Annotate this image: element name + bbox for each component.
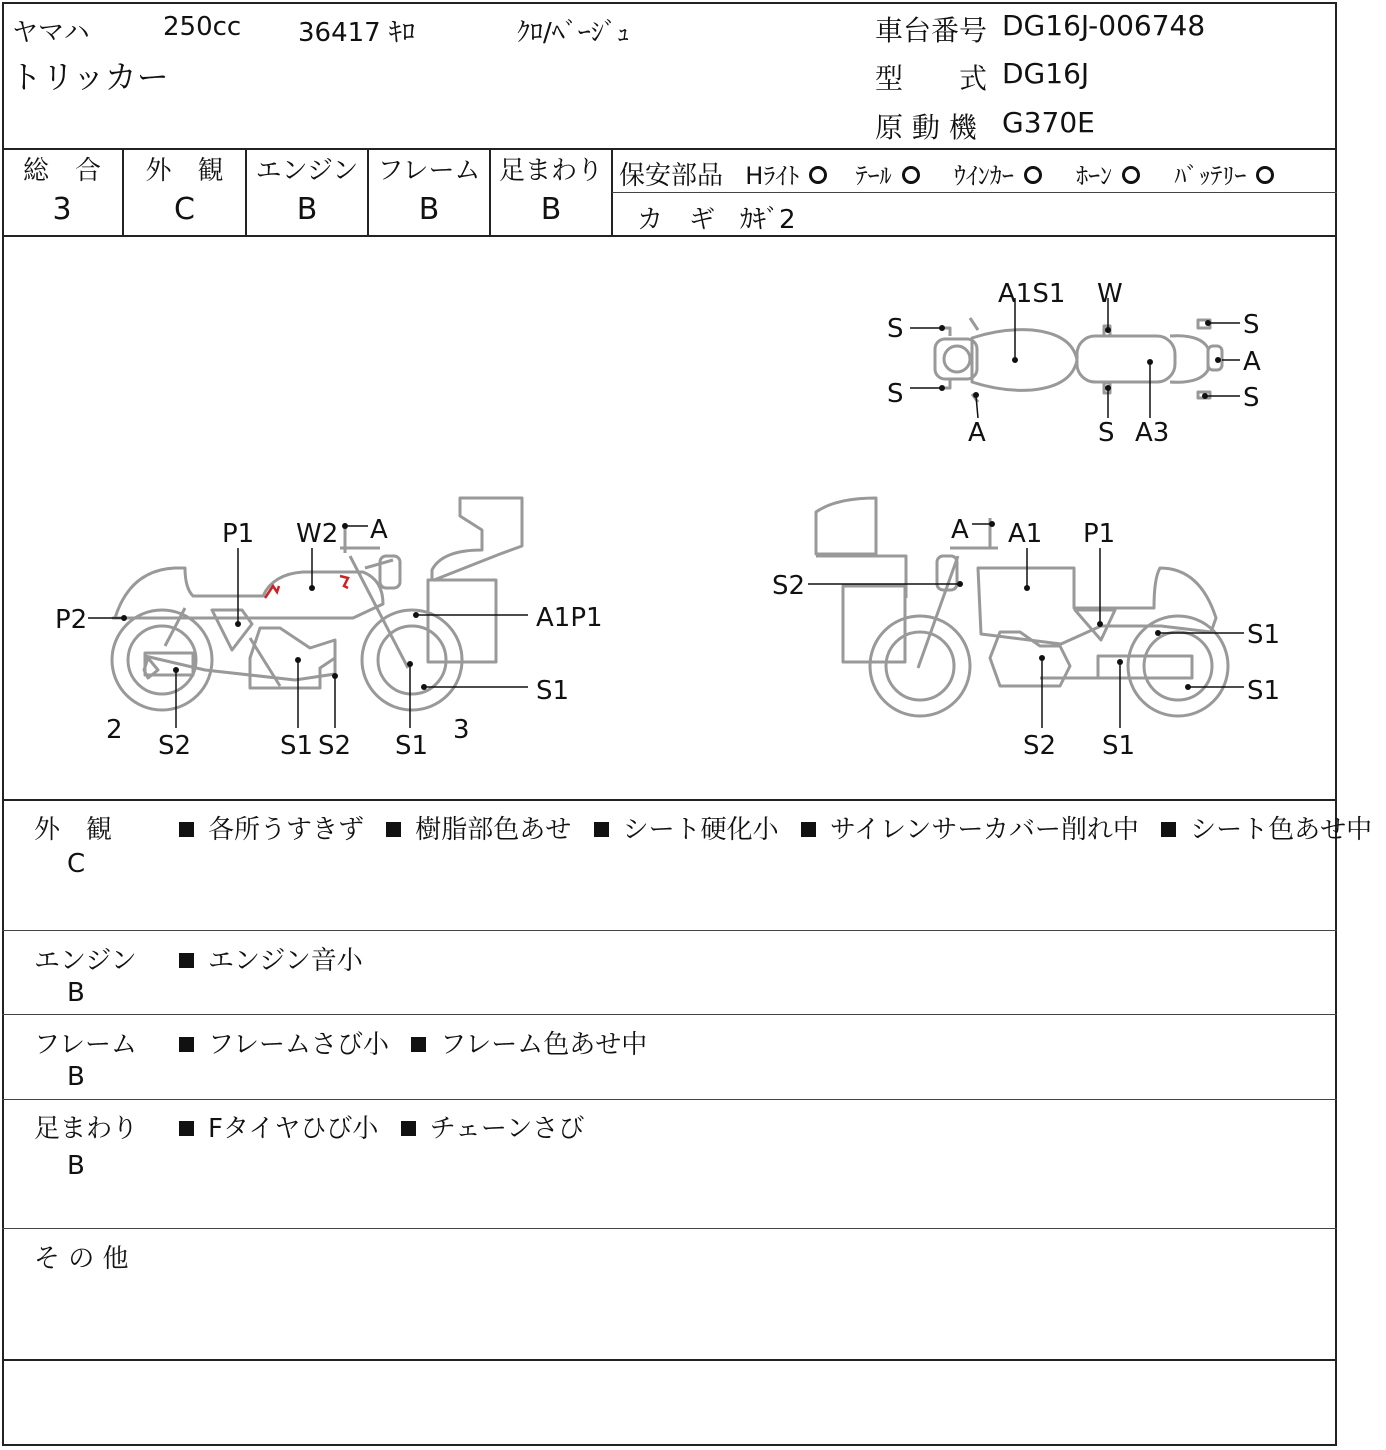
remark-item: エンジン音小 bbox=[208, 946, 363, 976]
horn-label: ﾎｰﾝ bbox=[1076, 162, 1113, 190]
remark-item: Fタイヤひび小 bbox=[208, 1114, 379, 1144]
key-label: カ ギ bbox=[637, 205, 716, 235]
left-label: A1P1 bbox=[536, 603, 603, 633]
right-label: S2 bbox=[1023, 731, 1057, 761]
overall-grade: 3 bbox=[52, 192, 72, 227]
maker: ヤマハ bbox=[12, 18, 90, 48]
safety-parts-row bbox=[619, 155, 1280, 192]
engine-value: G370E bbox=[1002, 106, 1095, 139]
engine-remarks bbox=[179, 940, 377, 977]
row-divider bbox=[2, 1228, 1337, 1229]
top-label: A bbox=[968, 418, 986, 448]
mileage: 36417 ｷﾛ bbox=[298, 18, 415, 48]
suspension-remark-label: 足まわり bbox=[34, 1114, 139, 1144]
chassis-number: DG16J-006748 bbox=[1002, 9, 1206, 42]
type-label: 型 式 bbox=[875, 62, 988, 95]
row-divider bbox=[2, 1014, 1337, 1015]
bullet-icon bbox=[179, 822, 194, 837]
bullet-icon bbox=[594, 822, 609, 837]
suspension-remarks bbox=[179, 1108, 598, 1145]
displacement: 250cc bbox=[163, 12, 242, 42]
right-label: P1 bbox=[1083, 519, 1116, 549]
right-label: S1 bbox=[1247, 620, 1281, 650]
horn-ok-icon bbox=[1122, 166, 1140, 184]
left-label: S2 bbox=[318, 731, 352, 761]
exterior-grade: C bbox=[174, 192, 195, 227]
left-label: P1 bbox=[222, 519, 255, 549]
bullet-icon bbox=[401, 1121, 416, 1136]
top-label: S bbox=[887, 379, 904, 409]
left-label: 3 bbox=[453, 715, 470, 745]
remark-item: シート色あせ中 bbox=[1190, 815, 1373, 845]
frame-remark-grade: B bbox=[67, 1062, 85, 1092]
frame-remark-label: フレーム bbox=[34, 1030, 137, 1060]
remark-item: 各所うすきず bbox=[208, 815, 365, 845]
suspension-remark-grade: B bbox=[67, 1151, 85, 1181]
engine-remark-grade: B bbox=[67, 978, 85, 1008]
engine-grade: B bbox=[296, 192, 318, 227]
bullet-icon bbox=[179, 1037, 194, 1052]
top-label: W bbox=[1097, 279, 1123, 309]
engine-grade-label: エンジン bbox=[255, 156, 359, 186]
overall-label: 総 合 bbox=[22, 156, 101, 186]
bullet-icon bbox=[179, 953, 194, 968]
right-label: S2 bbox=[772, 571, 806, 601]
top-label: A3 bbox=[1135, 418, 1170, 448]
top-label: S bbox=[1243, 383, 1260, 413]
frame-grade: B bbox=[418, 192, 440, 227]
exterior-remark-grade: C bbox=[67, 849, 86, 879]
right-label: S1 bbox=[1247, 676, 1281, 706]
remark-item: 樹脂部色あせ bbox=[415, 815, 572, 845]
other-remark-label: そ の 他 bbox=[34, 1244, 129, 1274]
bullet-icon bbox=[411, 1037, 426, 1052]
left-label: S1 bbox=[536, 676, 570, 706]
headlight-label: Hﾗｲﾄ bbox=[745, 162, 800, 190]
row-divider bbox=[2, 1099, 1337, 1100]
bullet-icon bbox=[801, 822, 816, 837]
safety-divider bbox=[612, 192, 1337, 193]
color: ｸﾛ/ﾍﾞｰｼﾞｭ bbox=[517, 18, 630, 48]
exterior-label: 外 観 bbox=[145, 156, 224, 186]
winker-ok-icon bbox=[1024, 166, 1042, 184]
bullet-icon bbox=[1161, 822, 1176, 837]
left-label: P2 bbox=[55, 605, 88, 635]
remarks-divider bbox=[2, 799, 1337, 801]
top-label: A bbox=[1243, 347, 1261, 377]
right-label: A bbox=[951, 515, 969, 545]
frame-remarks bbox=[179, 1024, 661, 1061]
frame-grade-label: フレーム bbox=[377, 156, 481, 186]
key-value: ｶｷﾞ2 bbox=[740, 205, 796, 235]
remark-item: シート硬化小 bbox=[622, 815, 779, 845]
row-divider bbox=[2, 930, 1337, 931]
safety-parts-label: 保安部品 bbox=[619, 161, 724, 191]
engine-remark-label: エンジン bbox=[34, 946, 137, 976]
bullet-icon bbox=[179, 1121, 194, 1136]
remark-item: フレームさび小 bbox=[208, 1030, 389, 1060]
right-label: A1 bbox=[1008, 519, 1043, 549]
remark-item: フレーム色あせ中 bbox=[440, 1030, 648, 1060]
winker-label: ｳｲﾝｶｰ bbox=[953, 162, 1014, 190]
left-label: S2 bbox=[158, 731, 192, 761]
top-label: S bbox=[887, 314, 904, 344]
damage-diagram bbox=[0, 238, 1341, 800]
taillight-label: ﾃｰﾙ bbox=[855, 162, 892, 190]
remark-item: サイレンサーカバー削れ中 bbox=[829, 815, 1139, 845]
battery-label: ﾊﾞｯﾃﾘｰ bbox=[1174, 162, 1247, 190]
top-label: S bbox=[1098, 418, 1115, 448]
leader-lines bbox=[88, 298, 1244, 728]
bottom-divider bbox=[2, 1359, 1337, 1361]
taillight-ok-icon bbox=[902, 166, 920, 184]
diagram-labels bbox=[55, 279, 1280, 761]
left-label: W2 bbox=[296, 519, 339, 549]
chassis-label: 車台番号 bbox=[875, 14, 988, 47]
left-label: A bbox=[370, 515, 388, 545]
top-label: S bbox=[1243, 310, 1260, 340]
headlight-ok-icon bbox=[809, 166, 827, 184]
type-value: DG16J bbox=[1002, 57, 1090, 90]
battery-ok-icon bbox=[1256, 166, 1274, 184]
left-label: S1 bbox=[395, 731, 429, 761]
remark-item: チェーンさび bbox=[429, 1114, 585, 1144]
model-name: トリッカー bbox=[10, 58, 169, 96]
leader-dots bbox=[121, 320, 1221, 690]
top-label: A1S1 bbox=[998, 279, 1066, 309]
top-view-drawing bbox=[935, 318, 1222, 402]
suspension-grade: B bbox=[540, 192, 562, 227]
exterior-remarks bbox=[179, 809, 1386, 846]
suspension-grade-label: 足まわり bbox=[498, 156, 603, 186]
right-label: S1 bbox=[1102, 731, 1136, 761]
left-label: 2 bbox=[106, 715, 123, 745]
engine-label: 原 動 機 bbox=[875, 111, 977, 144]
left-label: S1 bbox=[280, 731, 314, 761]
bullet-icon bbox=[386, 822, 401, 837]
exterior-remark-label: 外 観 bbox=[34, 815, 113, 845]
